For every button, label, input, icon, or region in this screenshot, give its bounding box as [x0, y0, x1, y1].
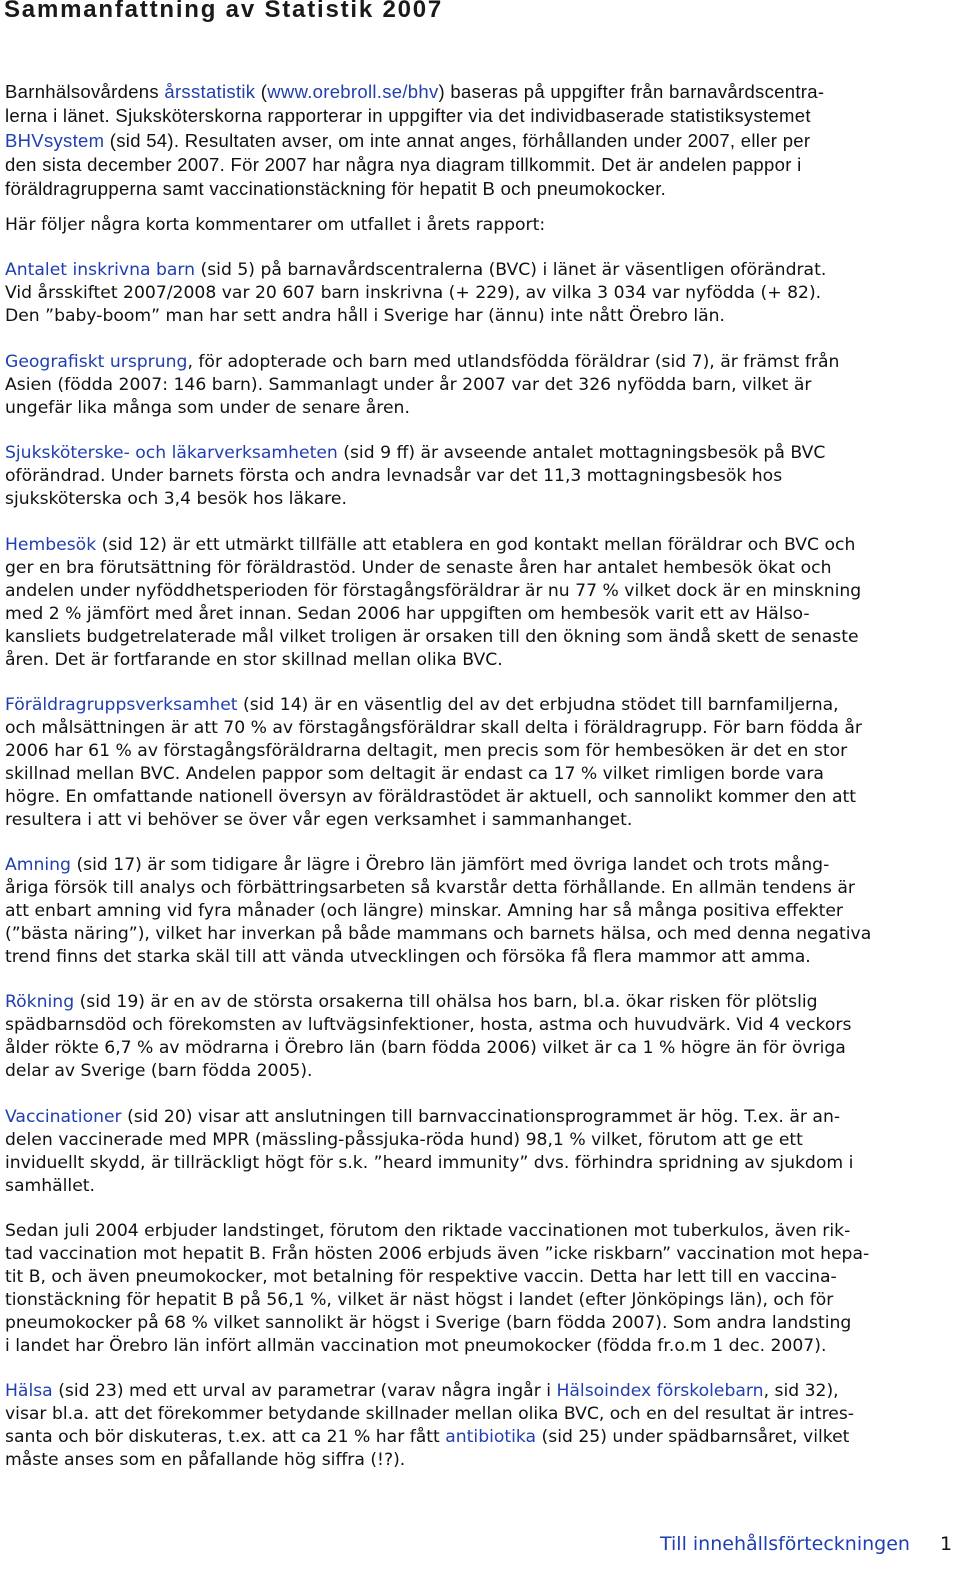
vaccinationer-link[interactable]: Vaccinationer: [5, 1107, 122, 1127]
amning-paragraph: Amning (sid 17) är som tidigare år lägre i Örebro län jämfört med övriga landet och trots mång- åriga försök till analys och förbättringsarbeten så kvarstår detta förhållande. En allmän tendens är att enbart amning vid fyra månader (och längre) minskar. Amning har så många positiva effekter (”bästa näring”), vilket har inverkan på både mammans och barnets hälsa, och med denna negativa trend finns det starka skäl till att vända utvecklingen och försöka få flera mammor att amma.: [5, 855, 872, 967]
intro-line-4: den sista december 2007. För 2007 har några nya diagram tillkommit. Det är andelen pappor i: [5, 153, 802, 175]
sedan-2004-paragraph: Sedan juli 2004 erbjuder landstinget, förutom den riktade vaccinationen mot tuberkulos, även rik- tad vaccination mot hepatit B. Från hösten 2006 erbjuds även ”icke riskbarn” vaccination mot hepa- tit B, och även pneumokocker, mot betalning för respektive vaccin. Detta har lett till en vaccina- tionstäckning för hepatit B på 56,1 %, vilket är näst högst i landet (efter Jönköpings län), och för pneumokocker på 68 % vilket sannolikt är högst i Sverige (barn födda 2007). Som andra landsting i landet har Örebro län infört allmän vaccination mot pneumokocker (födda fr.o.m 1 dec. 2007).: [5, 1221, 870, 1356]
ssk-paragraph: Sjuksköterske- och läkarverksamheten (sid 9 ff) är avseende antalet mottagningsbesök på BVC oförändrad. Under barnets första och andra levnadsår var det 11,3 mottagningsbesök hos sjuksköterska och 3,4 besök hos läkare.: [5, 443, 826, 509]
vaccinationer-paragraph: Vaccinationer (sid 20) visar att anslutningen till barnvaccinationsprogrammet är hög. T.ex. är an- delen vaccinerade med MPR (mässling-påssjuka-röda hund) 98,1 % vilket, förutom att ge ett inviduellt skydd, är tillräckligt högt för s.k. ”heard immunity” dvs. förhindra spridning av sjukdom i samhället.: [5, 1107, 854, 1196]
halsa-paragraph: Hälsa (sid 23) med ett urval av parametrar (varav några ingår i Hälsoindex förskolebarn, sid 32), visar bl.a. att det förekommer betydande skillnader mellan olika BVC, och en del resultat är intres- santa och bör diskuteras, t.ex. att ca 21 % har fått antibiotika (sid 25) under spädbarnsåret, vilket måste anses som en påfallande hög siffra (!?).: [5, 1381, 855, 1470]
halsa-link[interactable]: Hälsa: [5, 1381, 53, 1401]
antalet-inskrivna-barn-link[interactable]: Antalet inskrivna barn: [5, 260, 196, 280]
table-of-contents-link[interactable]: Till innehållsförteckningen: [660, 1533, 910, 1555]
geografiskt-ursprung-link[interactable]: Geografiskt ursprung: [5, 352, 188, 372]
geo-paragraph: Geografiskt ursprung, för adopterade och barn med utlandsfödda föräldrar (sid 7), är främst från Asien (födda 2007: 146 barn). Sammanlagt under år 2007 var det 326 nyfödda barn, vilket är ungefär lika många som under de senare åren.: [5, 352, 840, 418]
rokning-paragraph: Rökning (sid 19) är en av de största orsakerna till ohälsa hos barn, bl.a. ökar risken för plötslig spädbarnsdöd och förekomsten av luftvägsinfektioner, hosta, astma och huvudvärk. Vid 4 veckors ålder rökte 6,7 % av mödrarna i Örebro län (barn födda 2006) vilket är ca 1 % högre än för övriga delar av Sverige (barn födda 2005).: [5, 992, 852, 1081]
orebroll-url-link[interactable]: www.orebroll.se/bhv: [267, 81, 439, 102]
antibiotika-link[interactable]: antibiotika: [445, 1427, 537, 1447]
lead-paragraph: Här följer några korta kommentarer om utfallet i årets rapport:: [5, 215, 546, 235]
intro-line-3: BHVsystem (sid 54). Resultaten avser, om inte annat anges, förhållanden under 2007, eller per: [5, 129, 811, 151]
hembesok-paragraph: Hembesök (sid 12) är ett utmärkt tillfälle att etablera en god kontakt mellan föräldrar och BVC och ger en bra förutsättning för föräldrastöd. Under de senaste åren har antalet hembesök ökat och andelen under nyföddhetsperioden för förstagångsföräldrar är nu 77 % vilket dock är en minskning med 2 % jämfört med året innan. Sedan 2006 har uppgiften om hembesök varit ett av Hälso- kansliets budgetrelaterade mål vilket troligen är orsaken till den ökning som ändå skett de senaste åren. Det är fortfarande en stor skillnad mellan olika BVC.: [5, 535, 862, 670]
amning-link[interactable]: Amning: [5, 855, 71, 875]
page-number: 1: [940, 1533, 953, 1555]
page-footer: [660, 1533, 953, 1555]
intro-line-5: föräldragrupperna samt vaccinationstäckning för hepatit B och pneumokocker.: [5, 178, 667, 200]
rokning-link[interactable]: Rökning: [5, 992, 75, 1012]
hembesok-link[interactable]: Hembesök: [5, 535, 97, 555]
foraldragrupp-paragraph: Föräldragruppsverksamhet (sid 14) är en väsentlig del av det erbjudna stödet till barnfamiljerna, och målsättningen är att 70 % av förstagångsföräldrar skall delta i föräldragrupp. För barn födda år 2006 har 61 % av förstagångsföräldrarna deltagit, men precis som för hembesöken är det en stor skillnad mellan BVC. Andelen pappor som deltagit är endast ca 17 % vilket rimligen borde vara högre. En omfattande nationell översyn av föräldrastödet är aktuell, och sannolikt kommer den att resultera i att vi behöver se över vår egen verksamhet i sammanhanget.: [5, 695, 862, 830]
sjukskoterske-lakarverksamheten-link[interactable]: Sjuksköterske- och läkarverksamheten: [5, 443, 338, 463]
bhvsystem-link[interactable]: BHVsystem: [5, 129, 105, 151]
intro-paragraph: [5, 80, 955, 201]
arsstatistik-link[interactable]: årsstatistik: [164, 81, 256, 102]
intro-line-2: lerna i länet. Sjuksköterskorna rapporterar in uppgifter via det individbaserade statistiksystemet: [5, 105, 811, 127]
antal-paragraph: Antalet inskrivna barn (sid 5) på barnavårdscentralerna (BVC) i länet är väsentligen oförändrat. Vid årsskiftet 2007/2008 var 20 607 barn inskrivna (+ 229), av vilka 3 034 var nyfödda (+ 82). Den ”baby-boom” man har sett andra håll i Sverige har (ännu) inte nått Örebro län.: [5, 260, 827, 326]
intro-line-1: Barnhälsovårdens årsstatistik (www.orebroll.se/bhv) baseras på uppgifter från barnavårdscentra-: [5, 81, 825, 102]
halsoindex-forskolebarn-link[interactable]: Hälsoindex förskolebarn: [556, 1381, 764, 1401]
page-title: Sammanfattning av Statistik 2007: [4, 0, 444, 23]
foraldragruppsverksamhet-link[interactable]: Föräldragruppsverksamhet: [5, 695, 238, 715]
